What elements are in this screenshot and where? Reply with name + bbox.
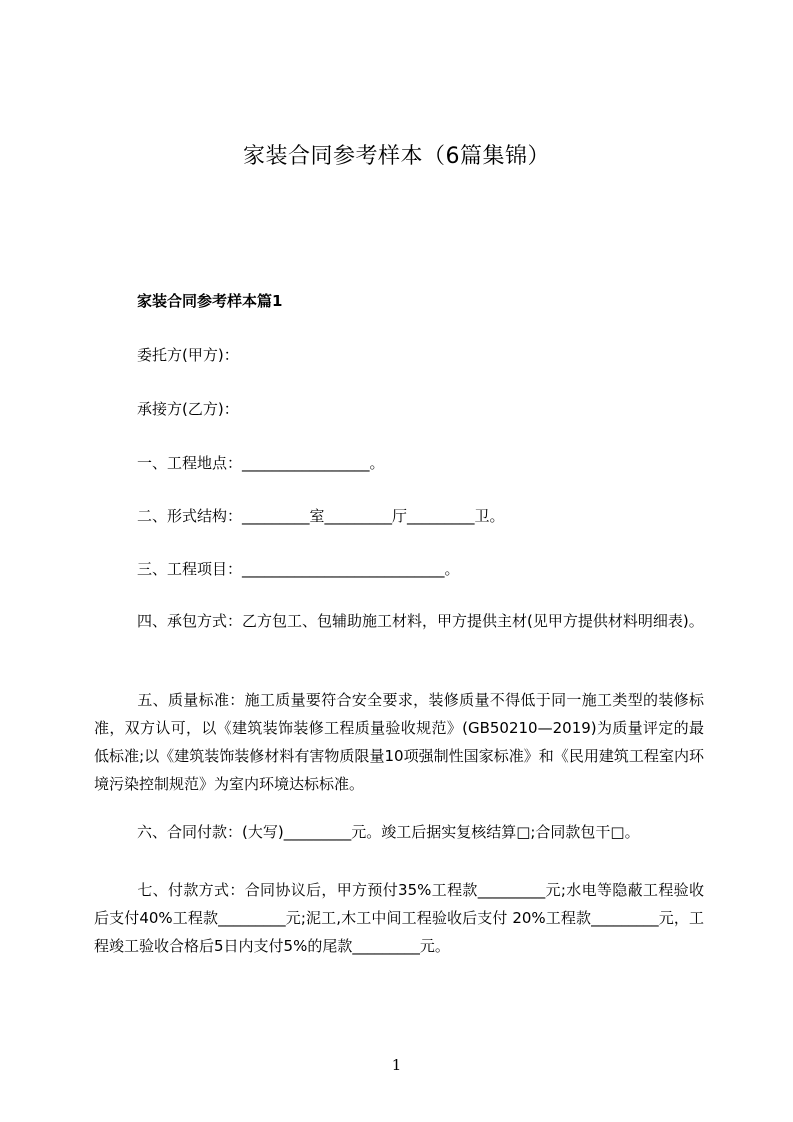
clause-6-payment	[94, 818, 704, 846]
page-number: 1	[391, 1056, 402, 1074]
clause-5-text: 五、质量标准：施工质量要符合安全要求，装修质量不得低于同一施工类型的装修标准，双方认可，以《建筑装饰装修工程质量验收规范》(GB50210—2019)为质量评定的最低标准;以《建筑装饰装修材料有害物质限量10项强制性国家标准》和《民用建筑工程室内环境污染控制规范》为室内环境达标标准。	[94, 691, 704, 793]
party-b-line: 承接方(乙方)：	[137, 400, 239, 418]
clause-2-structure: 二、形式结构：_________室_________厅_________卫。	[137, 507, 505, 525]
party-a-line: 委托方(甲方)：	[137, 346, 239, 364]
clause-7-payment-method	[94, 876, 704, 960]
clause-3-project: 三、工程项目：___________________________。	[137, 560, 460, 578]
page-title: 家装合同参考样本（6篇集锦）	[243, 144, 550, 169]
clause-4-text: 四、承包方式：乙方包工、包辅助施工材料，甲方提供主材(见甲方提供材料明细表)。	[137, 612, 704, 630]
section-heading: 家装合同参考样本篇1	[137, 292, 283, 310]
clause-4-contract-mode	[94, 607, 704, 635]
clause-7-text: 七、付款方式：合同协议后，甲方预付35%工程款_________元;水电等隐蔽工程验收后支付40%工程款_________元;泥工,木工中间工程验收后支付 20%工程款_________元，工程竣工验收合格后5日内支付5%的尾款_________元。	[94, 881, 704, 955]
clause-5-quality	[94, 686, 704, 798]
clause-1-location: 一、工程地点：_________________。	[137, 454, 385, 472]
clause-6-text: 六、合同付款：(大写)_________元。竣工后据实复核结算□;合同款包干□。	[137, 823, 640, 841]
